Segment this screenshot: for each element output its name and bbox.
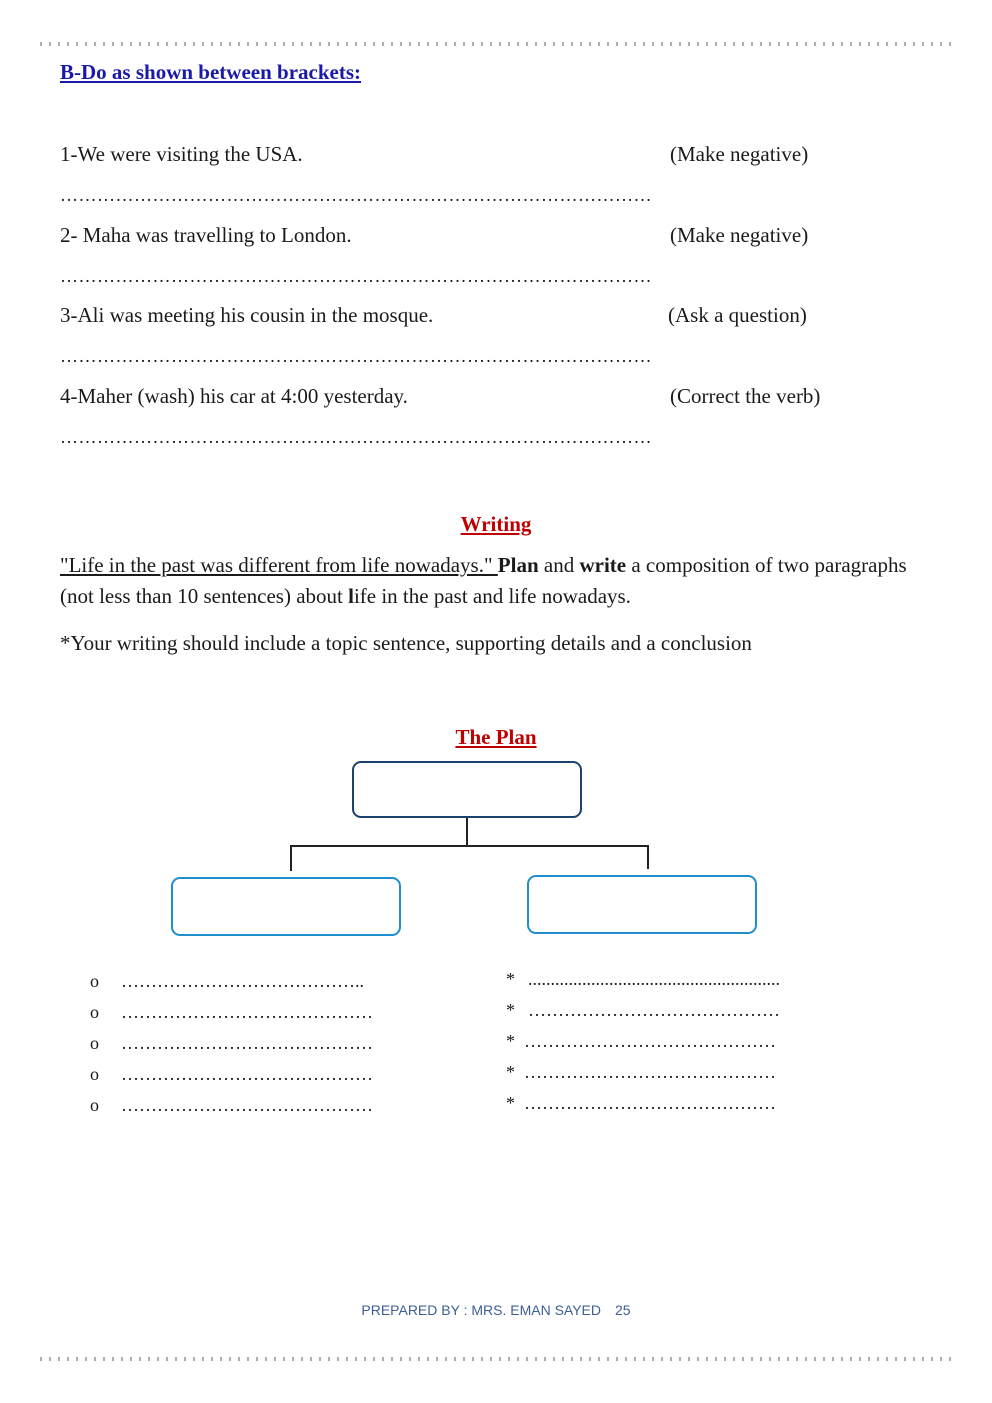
question-1: 1-We were visiting the USA. — [60, 142, 303, 166]
write-word: write — [579, 553, 627, 577]
l-bold: l — [348, 584, 354, 608]
right-line[interactable]: …………………………………… — [524, 1093, 776, 1113]
left-line[interactable]: …………………………………… — [121, 1064, 373, 1084]
answer-line-2[interactable]: …………………………………………………………………………………… — [60, 266, 652, 286]
bullet-circle: o — [90, 1033, 99, 1053]
right-item-5 — [506, 1093, 776, 1114]
connector-vertical-top — [466, 818, 468, 846]
page-number: 25 — [615, 1302, 631, 1318]
connector-horizontal — [290, 845, 649, 847]
bullet-star: * — [506, 1062, 515, 1082]
right-item-2 — [506, 1000, 780, 1021]
answer-line-3[interactable]: …………………………………………………………………………………… — [60, 346, 652, 366]
section-b-heading: B-Do as shown between brackets: — [60, 60, 361, 84]
bullet-circle: o — [90, 1002, 99, 1022]
left-item-5 — [90, 1095, 373, 1116]
prompt-quote: "Life in the past was different from life nowadays." — [60, 553, 498, 577]
bullet-star: * — [506, 1093, 515, 1113]
right-item-3 — [506, 1031, 776, 1052]
bullet-star: * — [506, 969, 515, 989]
footer — [0, 1302, 992, 1318]
topic-box[interactable] — [352, 761, 582, 818]
bullet-circle: o — [90, 1064, 99, 1084]
bottom-border — [40, 1357, 952, 1361]
prepared-by: PREPARED BY : MRS. EMAN SAYED — [361, 1302, 602, 1318]
writing-note: *Your writing should include a topic sentence, supporting details and a conclusion — [60, 631, 752, 655]
writing-heading: Writing — [460, 512, 532, 536]
bullet-circle: o — [90, 971, 99, 991]
and-word: and — [538, 553, 580, 577]
question-2-instruction: (Make negative) — [670, 223, 809, 247]
question-2: 2- Maha was travelling to London. — [60, 223, 352, 247]
bullet-circle: o — [90, 1095, 99, 1115]
connector-left-drop — [290, 845, 292, 871]
nowadays-box[interactable] — [527, 875, 757, 934]
answer-line-1[interactable]: …………………………………………………………………………………… — [60, 185, 652, 205]
question-1-instruction: (Make negative) — [670, 142, 809, 166]
right-item-1 — [506, 969, 780, 990]
question-3: 3-Ali was meeting his cousin in the mosque. — [60, 303, 434, 327]
plan-word: Plan — [497, 553, 539, 577]
bullet-star: * — [506, 1000, 515, 1020]
prompt-rest-2: ife in the past and life nowadays. — [353, 584, 631, 608]
left-line[interactable]: ………………………………….. — [121, 971, 364, 991]
left-item-2 — [90, 1002, 373, 1023]
left-line[interactable]: …………………………………… — [121, 1002, 373, 1022]
plan-heading: The Plan — [455, 725, 537, 749]
left-line[interactable]: …………………………………… — [121, 1033, 373, 1053]
answer-line-4[interactable]: …………………………………………………………………………………… — [60, 427, 652, 447]
right-line[interactable]: …………………………………… — [528, 1000, 780, 1020]
connector-right-drop — [647, 845, 649, 869]
top-border — [40, 42, 952, 46]
question-4: 4-Maher (wash) his car at 4:00 yesterday. — [60, 384, 408, 408]
past-box[interactable] — [171, 877, 401, 936]
left-item-3 — [90, 1033, 373, 1054]
left-line[interactable]: …………………………………… — [121, 1095, 373, 1115]
writing-prompt — [60, 550, 930, 612]
right-line[interactable]: …………………………………… — [524, 1062, 776, 1082]
question-3-instruction: (Ask a question) — [668, 303, 807, 327]
left-item-1 — [90, 971, 364, 992]
prompt-rest-1: a composition of two paragraphs (not less than 10 sentences) about — [60, 553, 907, 608]
question-4-instruction: (Correct the verb) — [670, 384, 821, 408]
right-item-4 — [506, 1062, 776, 1083]
right-line[interactable]: …………………………………… — [524, 1031, 776, 1051]
bullet-star: * — [506, 1031, 515, 1051]
left-item-4 — [90, 1064, 373, 1085]
right-line[interactable]: ........................................................ — [528, 969, 780, 989]
